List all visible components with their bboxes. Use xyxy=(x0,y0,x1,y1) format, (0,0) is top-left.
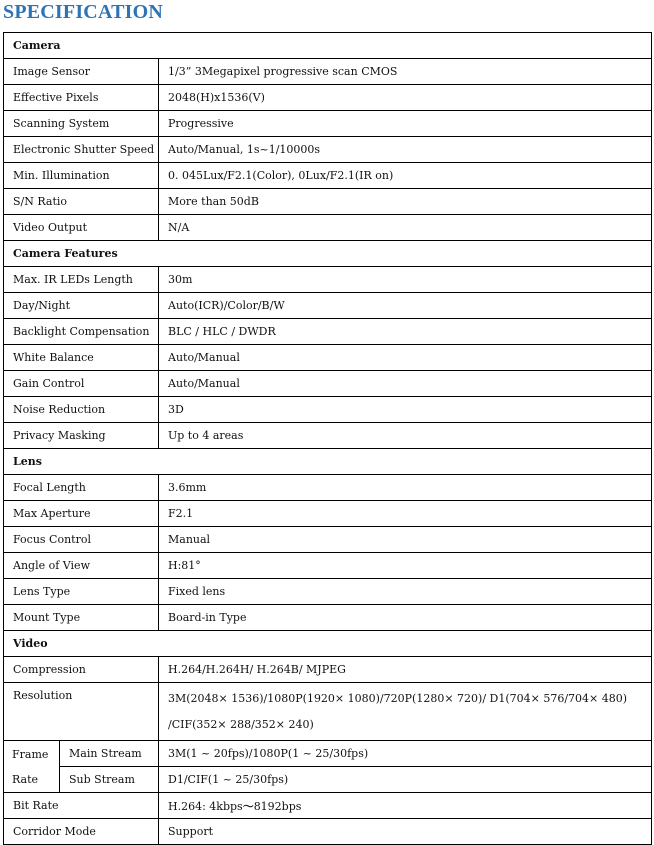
spec-label: S/N Ratio xyxy=(4,189,159,215)
spec-value: 0. 045Lux/F2.1(Color), 0Lux/F2.1(IR on) xyxy=(159,163,652,189)
spec-row xyxy=(4,371,652,397)
spec-row xyxy=(4,579,652,605)
spec-row xyxy=(4,605,652,631)
section-header-camera: Camera xyxy=(4,33,652,59)
spec-row xyxy=(4,215,652,241)
spec-label: Scanning System xyxy=(4,111,159,137)
spec-label: Angle of View xyxy=(4,553,159,579)
spec-value: N/A xyxy=(159,215,652,241)
spec-label: Backlight Compensation xyxy=(4,319,159,345)
bit-rate-suffix: 8192bps xyxy=(253,799,302,813)
spec-row xyxy=(4,267,652,293)
spec-value: Auto/Manual xyxy=(159,371,652,397)
spec-value: F2.1 xyxy=(159,501,652,527)
section-row-video xyxy=(4,631,652,657)
spec-value xyxy=(159,793,652,819)
spec-row xyxy=(4,111,652,137)
spec-label: Bit Rate xyxy=(4,793,159,819)
spec-label: Image Sensor xyxy=(4,59,159,85)
section-row-camera-features xyxy=(4,241,652,267)
spec-label: Max. IR LEDs Length xyxy=(4,267,159,293)
spec-label: Electronic Shutter Speed xyxy=(4,137,159,163)
spec-row xyxy=(4,59,652,85)
spec-label: Min. Illumination xyxy=(4,163,159,189)
spec-value: 3M(2048× 1536)/1080P(1920× 1080)/720P(1280× 720)/ D1(704× 576/704× 480) /CIF(352× 288/352× 240) xyxy=(159,683,652,741)
frame-rate-row-main xyxy=(4,741,652,767)
bit-rate-prefix: H.264: 4kbps xyxy=(168,799,243,813)
section-row-lens xyxy=(4,449,652,475)
spec-label: Effective Pixels xyxy=(4,85,159,111)
spec-value: Progressive xyxy=(159,111,652,137)
spec-label: Mount Type xyxy=(4,605,159,631)
spec-value: 2048(H)x1536(V) xyxy=(159,85,652,111)
spec-value: More than 50dB xyxy=(159,189,652,215)
spec-value: BLC / HLC / DWDR xyxy=(159,319,652,345)
spec-row xyxy=(4,819,652,845)
spec-row xyxy=(4,793,652,819)
spec-label: Noise Reduction xyxy=(4,397,159,423)
spec-row xyxy=(4,657,652,683)
page-title: SPECIFICATION xyxy=(3,1,164,23)
spec-row xyxy=(4,137,652,163)
sub-stream-label: Sub Stream xyxy=(60,767,159,793)
frame-rate-label-line1: Frame xyxy=(12,747,49,761)
main-stream-value: 3M(1 ~ 20fps)/1080P(1 ~ 25/30fps) xyxy=(159,741,652,767)
spec-value: H:81° xyxy=(159,553,652,579)
spec-label: Max Aperture xyxy=(4,501,159,527)
spec-value: Board-in Type xyxy=(159,605,652,631)
spec-row xyxy=(4,189,652,215)
spec-label: White Balance xyxy=(4,345,159,371)
frame-rate-label xyxy=(4,741,60,793)
spec-value: Fixed lens xyxy=(159,579,652,605)
spec-value: H.264/H.264H/ H.264B/ MJPEG xyxy=(159,657,652,683)
spec-row xyxy=(4,501,652,527)
frame-rate-label-line2: Rate xyxy=(12,772,39,786)
spec-row xyxy=(4,397,652,423)
spec-row-resolution xyxy=(4,683,652,741)
spec-value: Support xyxy=(159,819,652,845)
main-stream-label: Main Stream xyxy=(60,741,159,767)
spec-row xyxy=(4,163,652,189)
spec-row xyxy=(4,553,652,579)
spec-value: 3D xyxy=(159,397,652,423)
sub-stream-value: D1/CIF(1 ~ 25/30fps) xyxy=(159,767,652,793)
spec-row xyxy=(4,423,652,449)
spec-label: Compression xyxy=(4,657,159,683)
spec-row xyxy=(4,293,652,319)
specification-table xyxy=(3,32,652,845)
spec-label: Resolution xyxy=(4,683,159,741)
spec-row xyxy=(4,319,652,345)
section-row-camera xyxy=(4,33,652,59)
spec-row xyxy=(4,527,652,553)
spec-label: Privacy Masking xyxy=(4,423,159,449)
spec-value: Manual xyxy=(159,527,652,553)
spec-label: Focus Control xyxy=(4,527,159,553)
spec-value: Auto/Manual xyxy=(159,345,652,371)
spec-value: Up to 4 areas xyxy=(159,423,652,449)
spec-label: Lens Type xyxy=(4,579,159,605)
spec-value: 1/3” 3Megapixel progressive scan CMOS xyxy=(159,59,652,85)
spec-value: 3.6mm xyxy=(159,475,652,501)
spec-label: Video Output xyxy=(4,215,159,241)
frame-rate-row-sub xyxy=(4,767,652,793)
spec-row xyxy=(4,475,652,501)
spec-row xyxy=(4,85,652,111)
spec-value: Auto(ICR)/Color/B/W xyxy=(159,293,652,319)
section-header-video: Video xyxy=(4,631,652,657)
spec-row xyxy=(4,345,652,371)
section-header-camera-features: Camera Features xyxy=(4,241,652,267)
spec-value: 30m xyxy=(159,267,652,293)
spec-label: Corridor Mode xyxy=(4,819,159,845)
spec-label: Day/Night xyxy=(4,293,159,319)
bit-rate-separator: 〜 xyxy=(242,799,254,813)
spec-label: Gain Control xyxy=(4,371,159,397)
spec-label: Focal Length xyxy=(4,475,159,501)
spec-value: Auto/Manual, 1s~1/10000s xyxy=(159,137,652,163)
section-header-lens: Lens xyxy=(4,449,652,475)
